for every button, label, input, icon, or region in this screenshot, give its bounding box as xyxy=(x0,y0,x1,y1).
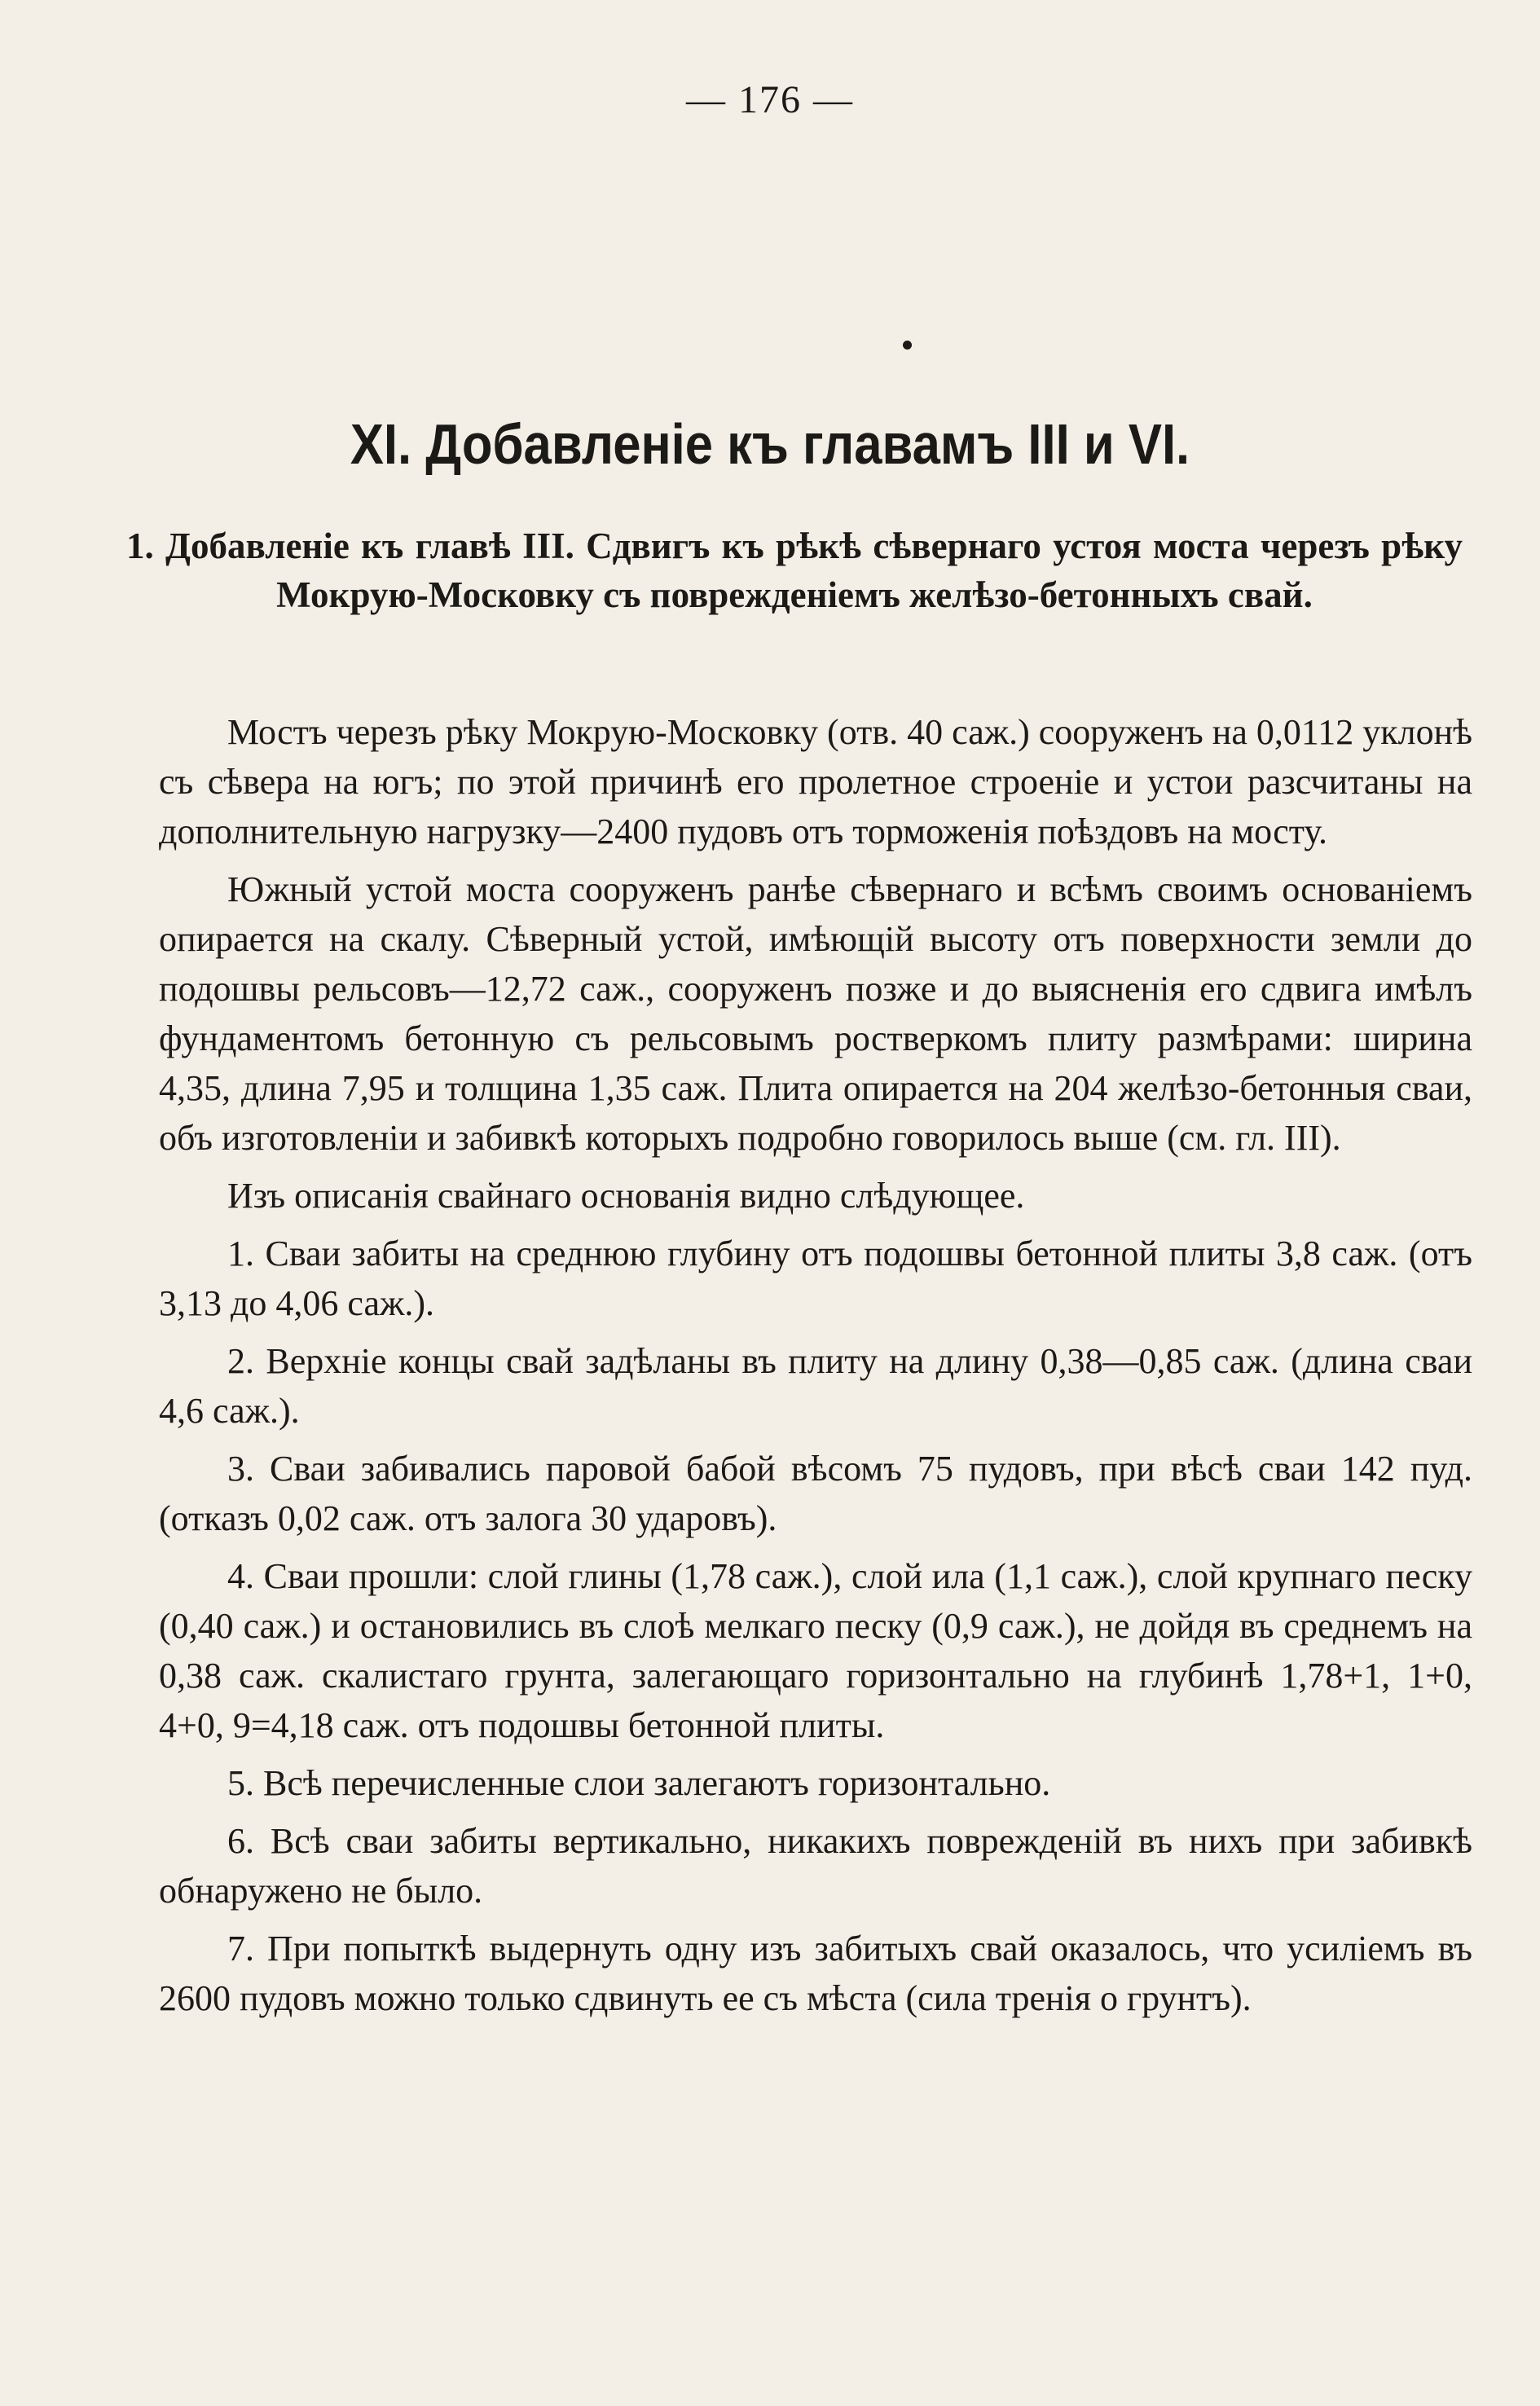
section-heading: 1. Добавленіе къ главѣ III. Сдвигъ къ рѣкѣ сѣвернаго устоя моста черезъ рѣку Мокрую-Московку съ поврежденіемъ желѣзо-бетонныхъ свай. xyxy=(126,526,1463,615)
list-item: 5. Всѣ перечисленные слои залегаютъ горизонтально. xyxy=(227,1763,1051,1803)
paragraph: Южный устой моста сооруженъ ранѣе сѣвернаго и всѣмъ своимъ основаніемъ опирается на скалу. Сѣверный устой, имѣющій высоту отъ поверхности земли до подошвы рельсовъ—12,72 саж., сооруженъ позже и до выясненія его сдвига имѣлъ фундаментомъ бетонную съ рельсовымъ ростверкомъ плиту размѣрами: ширина 4,35, длина 7,95 и толщина 1,35 саж. Плита опирается на 204 желѣзо-бетонныя сваи, объ изготовленіи и забивкѣ которыхъ подробно говорилось выше (см. гл. III). xyxy=(159,869,1472,1158)
paragraph: Мостъ черезъ рѣку Мокрую-Московку (отв. 40 саж.) сооруженъ на 0,0112 уклонѣ съ сѣвера на югъ; по этой причинѣ его пролетное строеніе и устои разсчитаны на дополнительную нагрузку—2400 пудовъ отъ торможенія поѣздовъ на мосту. xyxy=(159,712,1473,851)
paragraph: Изъ описанія свайнаго основанія видно слѣдующее. xyxy=(227,1176,1025,1216)
list-item: 7. При попыткѣ выдернуть одну изъ забитыхъ свай оказалось, что усиліемъ въ 2600 пудовъ можно только сдвинуть ее съ мѣста (сила тренія о грунтъ). xyxy=(159,1929,1472,2018)
page-number: — 176 — xyxy=(686,78,854,121)
list-item: 4. Сваи прошли: слой глины (1,78 саж.), слой ила (1,1 саж.), слой крупнаго песку (0,40 саж.) и остановились въ слоѣ мелкаго песку (0,9 саж.), не дойдя въ среднемъ на 0,38 саж. скалистаго грунта, залегающаго горизонтально на глубинѣ 1,78+1, 1+0, 4+0, 9=4,18 саж. отъ подошвы бетонной плиты. xyxy=(159,1556,1472,1745)
print-dot xyxy=(903,341,912,350)
list-item: 2. Верхніе концы свай задѣланы въ плиту на длину 0,38—0,85 саж. (длина сваи 4,6 саж.). xyxy=(159,1341,1472,1431)
body-text xyxy=(159,707,1472,2031)
chapter-title: XI. Добавленіе къ главамъ III и VI. xyxy=(350,412,1190,476)
list-item: 6. Всѣ сваи забиты вертикально, никакихъ поврежденій въ нихъ при забивкѣ обнаружено не было. xyxy=(159,1821,1472,1911)
list-item: 3. Сваи забивались паровой бабой вѣсомъ 75 пудовъ, при вѣсѣ сваи 142 пуд. (отказъ 0,02 саж. отъ залога 30 ударовъ). xyxy=(159,1449,1472,1538)
list-item: 1. Сваи забиты на среднюю глубину отъ подошвы бетонной плиты 3,8 саж. (отъ 3,13 до 4,06 саж.). xyxy=(159,1234,1472,1323)
